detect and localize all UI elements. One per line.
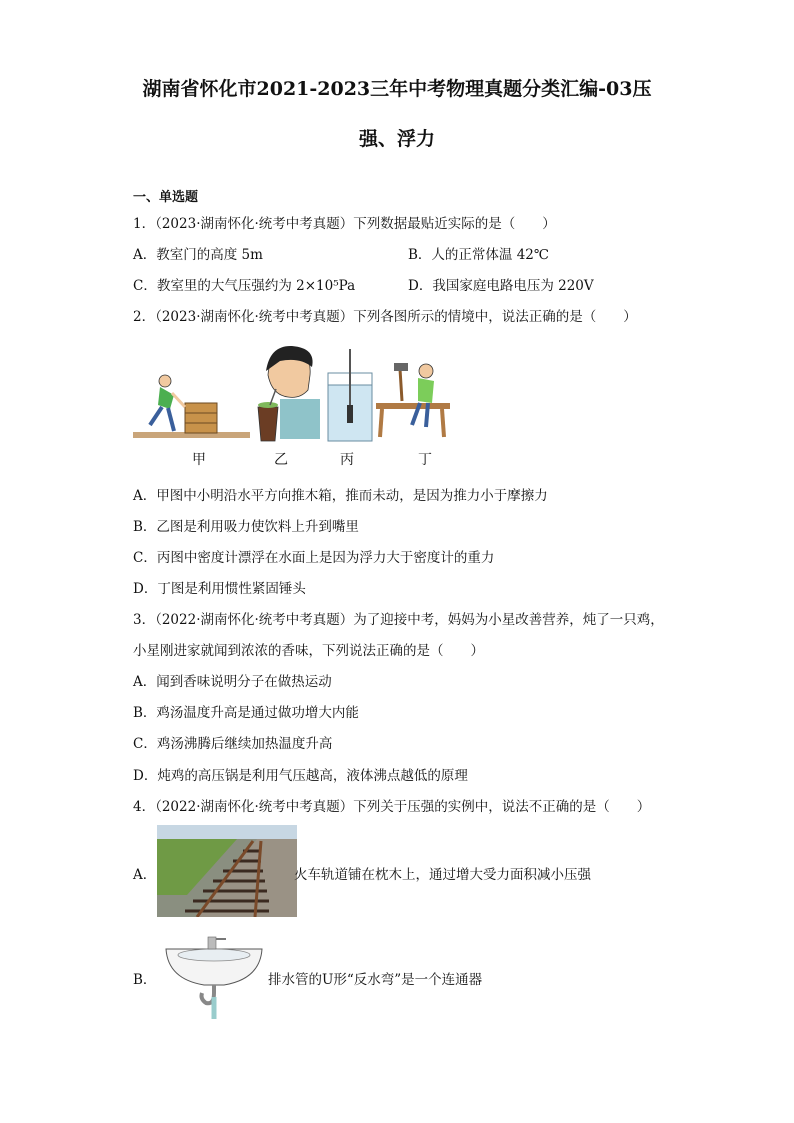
q4-option-a-text: 火车轨道铺在枕木上，通过增大受力面积减小压强 xyxy=(294,867,591,883)
title-line-1: 湖南省怀化市2021-2023三年中考物理真题分类汇编-03压 xyxy=(142,78,652,100)
q3-option-b: B．鸡汤温度升高是通过做功增大内能 xyxy=(133,705,359,721)
q1-option-b: B．人的正常体温 42℃ xyxy=(408,247,549,263)
figure-ding-hammer xyxy=(376,363,450,437)
q3-option-a: A．闻到香味说明分子在做热运动 xyxy=(133,674,332,690)
q2-figure xyxy=(130,345,460,445)
figure-yi-drink xyxy=(258,346,320,441)
figure-label-jia: 甲 xyxy=(192,452,206,468)
q1-option-a: A．教室门的高度 5m xyxy=(133,247,263,263)
q4-option-a-label: A． xyxy=(133,867,157,883)
q2-option-c: C．丙图中密度计漂浮在水面上是因为浮力大于密度计的重力 xyxy=(133,550,495,566)
q2-option-a: A．甲图中小明沿水平方向推木箱，推而未动，是因为推力小于摩擦力 xyxy=(133,488,548,504)
figure-bing-hydrometer xyxy=(328,349,372,441)
q1-stem: 1．（2023·湖南怀化·统考中考真题）下列数据最贴近实际的是（ ） xyxy=(133,216,556,232)
railway-track-photo xyxy=(157,825,297,917)
q1-option-c: C．教室里的大气压强约为 2×10⁵Pa xyxy=(133,278,356,294)
q4-option-b-label: B． xyxy=(133,972,157,988)
document-title xyxy=(100,64,694,164)
title-line-2: 强、浮力 xyxy=(358,128,435,150)
figure-label-bing: 丙 xyxy=(340,452,354,468)
q4-stem: 4．（2022·湖南怀化·统考中考真题）下列关于压强的实例中，说法不正确的是（ ） xyxy=(133,799,651,815)
q4-option-b-text: 排水管的U形“反水弯”是一个连通器 xyxy=(268,972,483,988)
figure-label-ding: 丁 xyxy=(418,452,432,468)
q2-stem: 2．（2023·湖南怀化·统考中考真题）下列各图所示的情境中，说法正确的是（ ） xyxy=(133,309,637,325)
section-heading: 一、单选题 xyxy=(133,190,199,205)
sink-u-trap-figure xyxy=(162,935,266,1021)
q3-option-d: D．炖鸡的高压锅是利用气压越高，液体沸点越低的原理 xyxy=(133,768,468,784)
q2-option-d: D．丁图是利用惯性紧固锤头 xyxy=(133,581,306,597)
q1-option-d: D．我国家庭电路电压为 220V xyxy=(408,278,594,294)
q3-stem-line-2: 小星刚进家就闻到浓浓的香味，下列说法正确的是（ ） xyxy=(133,643,484,659)
q2-option-b: B．乙图是利用吸力使饮料上升到嘴里 xyxy=(133,519,359,535)
figure-jia-push-box xyxy=(133,375,250,438)
figure-label-yi: 乙 xyxy=(274,452,288,468)
q3-option-c: C．鸡汤沸腾后继续加热温度升高 xyxy=(133,736,333,752)
q3-stem-line-1: 3．（2022·湖南怀化·统考中考真题）为了迎接中考，妈妈为小星改善营养，炖了一只鸡， xyxy=(133,612,664,628)
